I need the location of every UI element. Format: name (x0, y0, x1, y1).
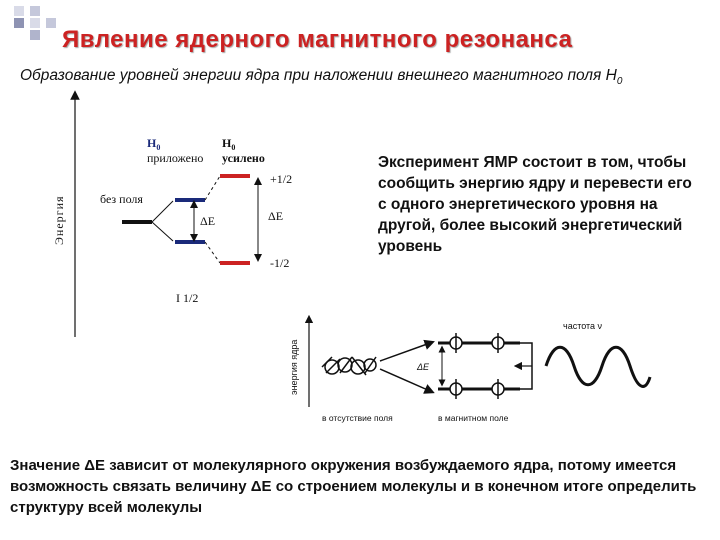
decor-square (30, 6, 40, 16)
nucleus-energy-axis-label: энергия ядра (289, 339, 299, 395)
spin-down-label: -1/2 (270, 256, 290, 270)
resonance-delta-e: ΔE (417, 362, 430, 372)
strengthened-label: усилено (222, 151, 265, 165)
strengthened-delta-e: ΔE (268, 209, 284, 223)
field-caption: в магнитном поле (438, 413, 509, 423)
subtitle-field-symbol: H (605, 67, 617, 84)
page-title: Явление ядерного магнитного резонанса (62, 26, 573, 53)
decor-square (14, 18, 24, 28)
nmr-transition-diagram (270, 295, 655, 440)
subtitle-field-sub: 0 (616, 76, 623, 88)
spin-quantum-label: I 1/2 (176, 291, 199, 305)
split-line-down (152, 222, 173, 241)
frequency-label: частота ν (563, 321, 603, 331)
dash-down (205, 242, 220, 263)
conclusion-text: Значение ΔE зависит от молекулярного окружения возбуждаемого ядра, потому имеется возможность связать величину ΔE со строением молекулы и в конечном итоге определить структуру всей молекулы (10, 457, 697, 516)
explanation-text: Эксперимент ЯМР состоит в том, чтобы сообщить энергию ядру и перевести его с одного энергетического уровня на другой, более высокий энергетический уровень (378, 154, 692, 255)
applied-field-symbol: $H_0$ (147, 136, 161, 152)
applied-delta-e: ΔE (200, 214, 216, 228)
decor-square (30, 18, 40, 28)
decor-square (14, 6, 24, 16)
split-line-up (152, 201, 173, 222)
energy-axis-label: Энергия (52, 195, 66, 245)
subtitle-text: Образование уровней энергии ядра при наложении внешнего магнитного поля (20, 67, 602, 84)
strengthened-field-symbol: $H_0$ (222, 136, 236, 152)
no-field-label: без поля (100, 192, 143, 206)
applied-label: приложено (147, 151, 204, 165)
decor-square (46, 18, 56, 28)
spin-up-label: +1/2 (270, 172, 293, 186)
no-field-caption: в отсутствие поля (322, 413, 393, 423)
dash-up (205, 176, 220, 200)
decor-square (30, 30, 40, 40)
